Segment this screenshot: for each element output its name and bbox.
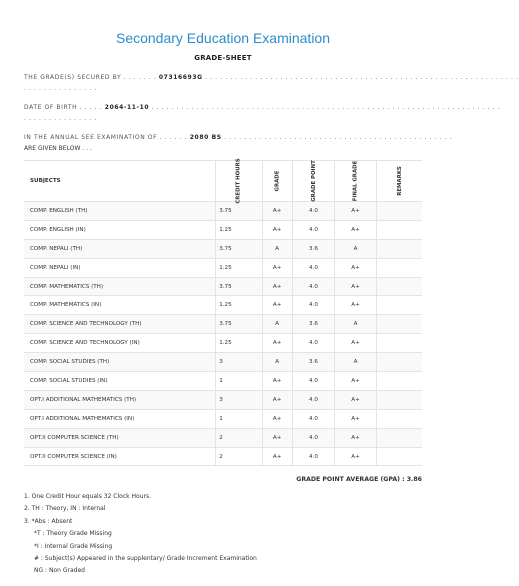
subject-cell: COMP. SCIENCE AND TECHNOLOGY (TH)	[24, 315, 216, 334]
remarks-cell	[376, 372, 422, 391]
grades-table	[24, 160, 422, 492]
remarks-cell	[376, 315, 422, 334]
grade-cell: A+	[262, 202, 292, 221]
final-grade-cell: A+	[335, 428, 377, 447]
gpa-value: 3.86	[406, 475, 422, 483]
secured-by-label: THE GRADE(S) SECURED BY	[24, 74, 122, 81]
table-row	[24, 372, 422, 391]
subject-cell: COMP. NEPALI (IN)	[24, 258, 216, 277]
grade-point-cell: 4.0	[292, 372, 335, 391]
given-below-text: ARE GIVEN BELOW . . .	[24, 145, 92, 152]
final-grade-cell: A+	[335, 277, 377, 296]
remarks-cell	[376, 258, 422, 277]
exam-label: IN THE ANNUAL SEE EXAMINATION OF	[24, 134, 158, 141]
credit-hours-cell: 3.75	[216, 239, 262, 258]
credit-hours-cell: 3.75	[216, 202, 262, 221]
final-grade-cell: A+	[335, 334, 377, 353]
table-row	[24, 277, 422, 296]
grade-cell: A+	[262, 258, 292, 277]
final-grade-cell: A+	[335, 372, 377, 391]
grade-point-cell: 4.0	[292, 428, 335, 447]
credit-hours-cell: 3	[216, 390, 262, 409]
grade-cell: A+	[262, 409, 292, 428]
grade-point-cell: 4.0	[292, 220, 335, 239]
final-grade-cell: A	[335, 239, 377, 258]
subject-cell: OPT.I ADDITIONAL MATHEMATICS (IN)	[24, 409, 216, 428]
remarks-cell	[376, 334, 422, 353]
table-row	[24, 296, 422, 315]
subjects-header: SUBJECTS	[24, 161, 216, 202]
exam-value: 2080 BS	[189, 134, 222, 141]
grade-point-cell: 4.0	[292, 296, 335, 315]
grade-point-header: GRADE POINT	[310, 160, 317, 202]
credit-hours-cell: 1.25	[216, 258, 262, 277]
grade-point-cell: 4.0	[292, 390, 335, 409]
final-grade-cell: A+	[335, 202, 377, 221]
page-subtitle: GRADE-SHEET	[194, 54, 252, 62]
subject-cell: COMP. ENGLISH (IN)	[24, 220, 216, 239]
final-grade-cell: A+	[335, 447, 377, 466]
remarks-cell	[376, 239, 422, 258]
grade-point-cell: 4.0	[292, 277, 335, 296]
subject-cell: COMP. MATHEMATICS (IN)	[24, 296, 216, 315]
remarks-cell	[376, 353, 422, 372]
exam-line: IN THE ANNUAL SEE EXAMINATION OF . . . . . . 2080 BS . . . . . . . . . . . . . . . . . . . . . . . . . . . . . . . . . . . . . . . . . . . . . . ARE GIVEN BELOW . . .	[24, 134, 453, 152]
grade-cell: A	[262, 353, 292, 372]
final-grade-header: FINAL GRADE	[352, 160, 359, 202]
subject-cell: OPT.II COMPUTER SCIENCE (TH)	[24, 428, 216, 447]
subject-cell: COMP. SCIENCE AND TECHNOLOGY (IN)	[24, 334, 216, 353]
gpa-label: GRADE POINT AVERAGE (GPA) :	[296, 475, 405, 483]
remarks-cell	[376, 296, 422, 315]
final-grade-cell: A+	[335, 409, 377, 428]
remarks-cell	[376, 428, 422, 447]
table-row	[24, 390, 422, 409]
remarks-cell	[376, 409, 422, 428]
remarks-cell	[376, 447, 422, 466]
table-row	[24, 239, 422, 258]
grade-cell: A	[262, 315, 292, 334]
subject-cell: COMP. NEPALI (TH)	[24, 239, 216, 258]
dob-value: 2064-11-10	[104, 104, 150, 111]
note-item: *T : Theory Grade Missing	[34, 530, 112, 538]
subject-cell: COMP. SOCIAL STUDIES (TH)	[24, 353, 216, 372]
grade-header: GRADE	[274, 170, 281, 192]
page-title: Secondary Education Examination	[115, 30, 331, 46]
note-item: *I : Internal Grade Missing	[34, 542, 113, 550]
grade-cell: A+	[262, 296, 292, 315]
credit-hours-cell: 1	[216, 372, 262, 391]
table-row	[24, 220, 422, 239]
table-row	[24, 258, 422, 277]
final-grade-cell: A+	[335, 258, 377, 277]
subject-cell: COMP. ENGLISH (TH)	[24, 202, 216, 221]
note-item: 3. *Abs : Absent	[24, 517, 73, 525]
credit-hours-cell: 3.75	[216, 277, 262, 296]
note-item: NG : Non Graded	[34, 567, 85, 575]
remarks-header: REMARKS	[396, 166, 403, 196]
table-row	[24, 202, 422, 221]
note-item: 2. TH : Theory, IN : Internal	[24, 505, 106, 513]
final-grade-cell: A+	[335, 220, 377, 239]
credit-hours-cell: 3	[216, 353, 262, 372]
grade-cell: A+	[262, 334, 292, 353]
final-grade-cell: A	[335, 315, 377, 334]
credit-hours-header: CREDIT HOURS	[235, 158, 242, 204]
subject-cell: COMP. SOCIAL STUDIES (IN)	[24, 372, 216, 391]
credit-hours-cell: 1.25	[216, 334, 262, 353]
final-grade-cell: A	[335, 353, 377, 372]
dob-label: DATE OF BIRTH	[24, 104, 78, 111]
credit-hours-cell: 3.75	[216, 315, 262, 334]
note-item: 1. One Credit Hour equals 32 Clock Hours.	[24, 493, 151, 500]
subject-cell: OPT.I ADDITIONAL MATHEMATICS (TH)	[24, 390, 216, 409]
grades-table-body	[24, 202, 422, 466]
remarks-cell	[376, 220, 422, 239]
gpa-row	[24, 466, 422, 493]
credit-hours-cell: 1	[216, 409, 262, 428]
dob-line: DATE OF BIRTH . . . . . 2064-11-10 . . . . . . . . . . . . . . . . . . . . . . . . . . . . . . . . . . . . . . . . . . . . . . . . . . . . . . . . . . . . . . . . . . . . . . . . . . . . . . . . . . . . .	[24, 104, 501, 122]
grade-cell: A+	[262, 447, 292, 466]
note-item: # : Subject(s) Appeared in the supplentary/ Grade Increment Examination	[34, 555, 257, 563]
grade-cell: A	[262, 239, 292, 258]
table-row	[24, 353, 422, 372]
grade-cell: A+	[262, 277, 292, 296]
remarks-cell	[376, 202, 422, 221]
remarks-cell	[376, 277, 422, 296]
table-row	[24, 334, 422, 353]
credit-hours-cell: 2	[216, 428, 262, 447]
remarks-cell	[376, 390, 422, 409]
grade-cell: A+	[262, 428, 292, 447]
subject-cell: COMP. MATHEMATICS (TH)	[24, 277, 216, 296]
table-row	[24, 447, 422, 466]
secured-by-line: THE GRADE(S) SECURED BY . . . . . . . 07316693G . . . . . . . . . . . . . . . . . . . . . . . . . . . . . . . . . . . . . . . . . . . . . . . . . . . . . . . . . . . . . . . . . . . . . . . . . . . . . .	[24, 74, 519, 92]
credit-hours-cell: 1.25	[216, 296, 262, 315]
grade-point-cell: 3.6	[292, 239, 335, 258]
final-grade-cell: A+	[335, 390, 377, 409]
table-row	[24, 409, 422, 428]
credit-hours-cell: 1.25	[216, 220, 262, 239]
grade-point-cell: 4.0	[292, 447, 335, 466]
table-header-row	[24, 161, 422, 202]
grade-cell: A+	[262, 372, 292, 391]
grade-point-cell: 4.0	[292, 202, 335, 221]
grade-cell: A+	[262, 220, 292, 239]
subject-cell: OPT.II COMPUTER SCIENCE (IN)	[24, 447, 216, 466]
notes-section	[24, 491, 257, 578]
grade-point-cell: 4.0	[292, 258, 335, 277]
grade-point-cell: 4.0	[292, 334, 335, 353]
grade-point-cell: 3.6	[292, 315, 335, 334]
grade-point-cell: 4.0	[292, 409, 335, 428]
table-row	[24, 315, 422, 334]
grade-cell: A+	[262, 390, 292, 409]
credit-hours-cell: 2	[216, 447, 262, 466]
secured-by-value: 07316693G	[158, 74, 203, 81]
grade-point-cell: 3.6	[292, 353, 335, 372]
table-row	[24, 428, 422, 447]
final-grade-cell: A+	[335, 296, 377, 315]
